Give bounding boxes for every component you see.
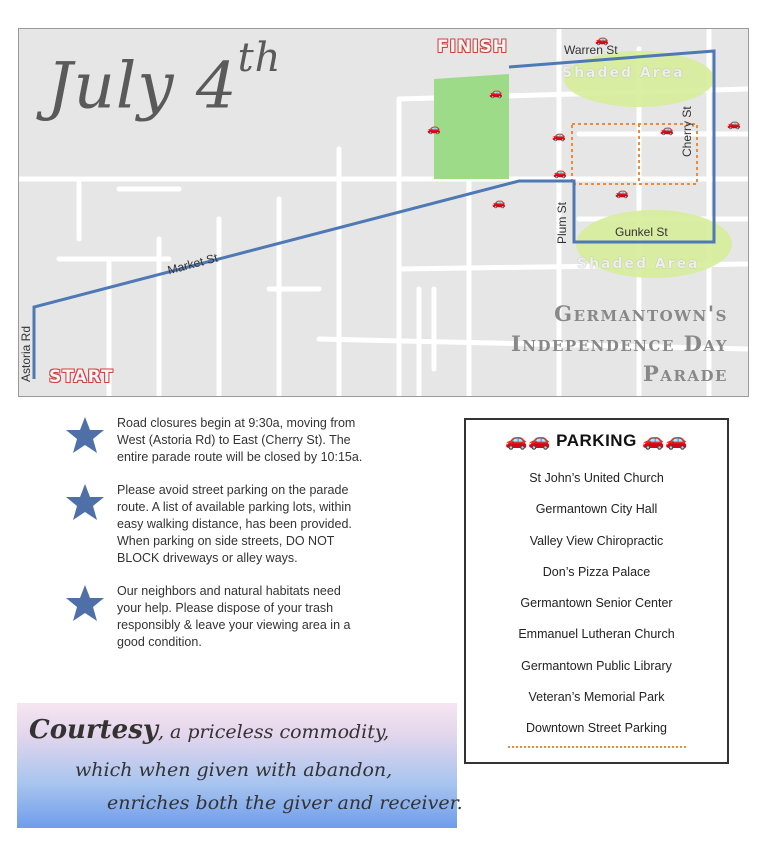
parade-map xyxy=(18,28,749,397)
info-text: Our neighbors and natural habitats need your help. Please dispose of your trash responsibly & leave your viewing area in a good condition. xyxy=(117,584,351,649)
star-icon xyxy=(65,415,105,455)
parking-lot: Germantown City Hall xyxy=(535,502,658,517)
street-warren: Warren St xyxy=(564,43,618,57)
info-item xyxy=(65,583,365,651)
car-icon: 🚗 xyxy=(595,34,609,46)
parking-heading: PARKING xyxy=(556,431,637,450)
street-plum: Plum St xyxy=(555,201,569,244)
quote-line-1: Courtesy, a priceless commodity, xyxy=(29,715,390,745)
star-icon xyxy=(65,583,105,623)
quote-line-2: which when given with abandon, xyxy=(75,759,393,781)
parking-box xyxy=(464,418,729,764)
info-item xyxy=(65,415,365,466)
parade-title: Germantown's Independence Day Parade xyxy=(510,301,728,386)
info-list xyxy=(65,415,365,667)
map-title: July 4th xyxy=(47,35,282,124)
parking-header xyxy=(466,430,727,451)
street-gunkel: Gunkel St xyxy=(615,225,668,239)
parking-lot: Emmanuel Lutheran Church xyxy=(518,627,675,642)
info-text: Please avoid street parking on the parade route. A list of available parking lots, within easy walking distance, has been provided. When parking on side streets, DO NOT BLOCK driveways or alley ways. xyxy=(117,483,352,565)
shaded-area-label-bottom: Shaded Area xyxy=(577,256,700,272)
car-icon: 🚗🚗 xyxy=(642,430,688,450)
dotted-divider xyxy=(508,746,686,748)
car-icon: 🚗 xyxy=(492,197,506,209)
car-icon: 🚗🚗 xyxy=(505,430,551,450)
parking-lot: Downtown Street Parking xyxy=(525,721,668,736)
car-icon: 🚗 xyxy=(727,118,741,130)
parking-lot: Germantown Public Library xyxy=(521,658,672,673)
car-icon: 🚗 xyxy=(660,124,674,136)
car-icon: 🚗 xyxy=(615,187,629,199)
quote-line-3: enriches both the giver and receiver. xyxy=(107,792,463,814)
parking-lot: St John’s United Church xyxy=(529,471,664,485)
parking-lot: Don’s Pizza Palace xyxy=(542,564,651,579)
parking-lot: Germantown Senior Center xyxy=(520,596,673,611)
car-icon: 🚗 xyxy=(553,167,567,179)
shaded-area-label-top: Shaded Area xyxy=(562,65,685,81)
star-icon xyxy=(65,482,105,522)
start-label: START xyxy=(49,367,114,387)
finish-label: FINISH xyxy=(437,37,508,57)
car-icon: 🚗 xyxy=(552,130,566,142)
street-cherry: Cherry St xyxy=(680,106,694,157)
parking-list xyxy=(466,468,727,750)
info-text: Road closures begin at 9:30a, moving from West (Astoria Rd) to East (Cherry St). The entire parade route will be closed by 10:15a. xyxy=(117,416,363,464)
courtesy-quote xyxy=(17,703,463,828)
parking-lot: Veteran’s Memorial Park xyxy=(528,690,665,705)
car-icon: 🚗 xyxy=(489,87,503,99)
street-astoria: Astoria Rd xyxy=(19,325,33,382)
car-icon: 🚗 xyxy=(427,123,441,135)
street-market: Market St xyxy=(166,250,220,278)
info-item xyxy=(65,482,365,567)
parking-lot: Valley View Chiropractic xyxy=(529,533,664,548)
